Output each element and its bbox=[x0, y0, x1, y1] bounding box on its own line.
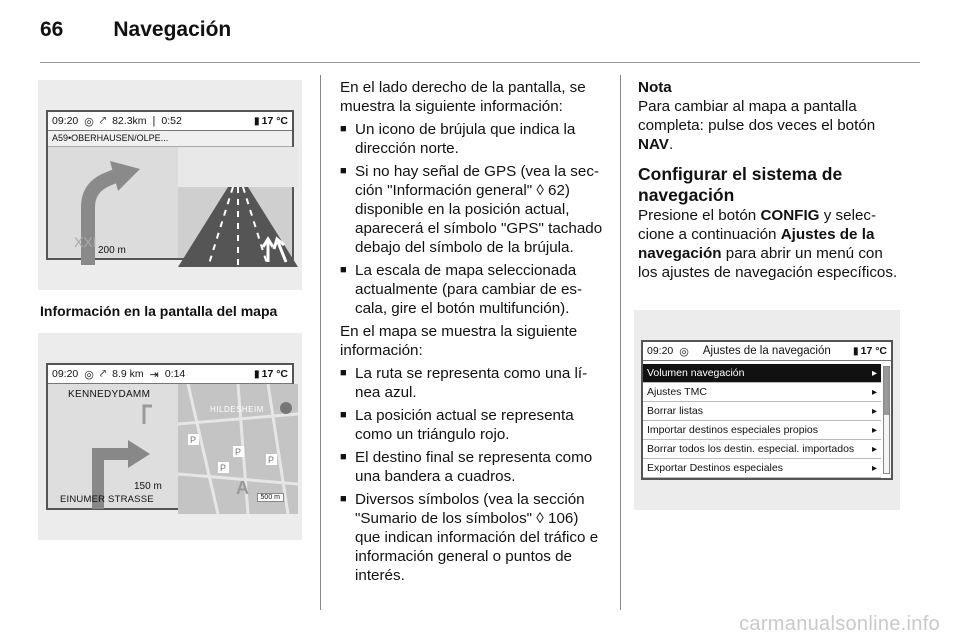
settings-menu bbox=[643, 364, 881, 478]
menu-item-label: Ajustes TMC bbox=[647, 386, 707, 398]
menu-item-label: Borrar listas bbox=[647, 405, 704, 417]
list-item: ■ Si no hay señal de GPS (vea la sección "Información general" ◊ 62) disponible en la posición actual, aparecerá el símbolo "GPS" tachado debajo del símbolo de la brújula. bbox=[340, 162, 605, 257]
menu-scrollbar[interactable] bbox=[883, 366, 890, 474]
next-turn-distance: 200 m bbox=[98, 245, 126, 256]
page-header bbox=[40, 18, 231, 42]
menu-item-label: Volumen navegación bbox=[647, 367, 745, 379]
map-scale: 500 m bbox=[257, 493, 284, 502]
config-button-label: CONFIG bbox=[760, 207, 820, 224]
list-item: ■ Un icono de brújula que indica la dirección norte. bbox=[340, 120, 605, 158]
status-bar bbox=[48, 365, 292, 384]
display-screen bbox=[46, 110, 294, 260]
route-distance-icon: ⤤ bbox=[99, 114, 107, 127]
display-screen bbox=[641, 340, 893, 480]
time-remaining-icon: | bbox=[152, 115, 156, 127]
status-bar bbox=[643, 342, 891, 361]
chevron-right-icon: ▸ bbox=[871, 405, 877, 417]
nav-button-label: NAV bbox=[638, 136, 669, 153]
paragraph: En el lado derecho de la pantalla, se muestra la siguiente información: bbox=[340, 79, 586, 115]
motorway-view-pane bbox=[178, 147, 292, 258]
next-turn-distance: 150 m bbox=[134, 481, 162, 492]
section-title: Configurar el sistema de navegación bbox=[638, 164, 843, 205]
header-rule bbox=[40, 62, 920, 63]
thermometer-icon: ▮ bbox=[253, 115, 260, 127]
figure-caption: Información en la pantalla del mapa bbox=[40, 303, 278, 319]
menu-item-label: Borrar todos los destin. especial. importados bbox=[647, 443, 855, 455]
menu-item[interactable] bbox=[643, 440, 881, 459]
temperature: ▮ 17 °C bbox=[253, 368, 288, 380]
menu-item[interactable] bbox=[643, 459, 881, 478]
column-divider bbox=[620, 75, 621, 610]
svg-text:P: P bbox=[190, 435, 197, 445]
menu-item-label: Exportar Destinos especiales bbox=[647, 462, 783, 474]
thermometer-icon: ▮ bbox=[253, 368, 260, 380]
bullet-list-map-info bbox=[340, 364, 605, 585]
list-item: ■ El destino final se representa como una bandera a cuadros. bbox=[340, 448, 605, 486]
paragraph: En el mapa se muestra la siguiente información: bbox=[340, 323, 578, 359]
chevron-right-icon: ▸ bbox=[871, 443, 877, 455]
map-pane bbox=[178, 384, 292, 508]
text-column-3 bbox=[638, 78, 900, 286]
figure-settings-menu-screen bbox=[634, 310, 900, 510]
menu-name: Ajustes de la navegación bbox=[638, 226, 875, 262]
chevron-right-icon: ▸ bbox=[871, 367, 877, 379]
menu-item[interactable] bbox=[643, 421, 881, 440]
watermark: carmanualsonline.info bbox=[739, 613, 940, 635]
list-item: ■ La posición actual se representa como un triángulo rojo. bbox=[340, 406, 605, 444]
bullet-list-screen-info bbox=[340, 120, 605, 318]
current-street: KENNEDYDAMM bbox=[68, 389, 151, 400]
svg-text:P: P bbox=[220, 463, 227, 473]
clock: 09:20 bbox=[52, 115, 79, 127]
chevron-right-icon: ▸ bbox=[871, 386, 877, 398]
figure-split-map-screen bbox=[38, 333, 302, 540]
menu-item-label: Importar destinos especiales propios bbox=[647, 424, 819, 436]
chevron-right-icon: ▸ bbox=[871, 462, 877, 474]
time-remaining: 0:52 bbox=[161, 115, 182, 127]
total-distance: 8.9 km bbox=[112, 368, 144, 380]
menu-item[interactable] bbox=[643, 383, 881, 402]
status-bar bbox=[48, 112, 292, 131]
list-item: ■ La escala de mapa seleccionada actualmente (para cambiar de escala, gire el botón multifunción). bbox=[340, 261, 605, 318]
paragraph: Presione el botón CONFIG y seleccione a continuación Ajustes de la navegación para abrir un menú con los ajustes de navegación específicos. bbox=[638, 207, 898, 281]
route-distance-icon: ⤤ bbox=[99, 367, 107, 380]
map-city-label: HILDESHEIM bbox=[210, 405, 264, 414]
compass-icon: ◎ bbox=[84, 115, 94, 128]
svg-text:P: P bbox=[268, 455, 275, 465]
menu-title: Ajustes de la navegación bbox=[702, 345, 831, 357]
menu-item[interactable] bbox=[643, 364, 881, 383]
compass-icon: ◎ bbox=[84, 368, 94, 381]
clock: 09:20 bbox=[52, 368, 79, 380]
temperature: ▮ 17 °C bbox=[253, 115, 288, 127]
note-title: Nota bbox=[638, 79, 672, 96]
scrollbar-thumb[interactable] bbox=[884, 367, 889, 415]
motorway-lanes-icon bbox=[178, 147, 298, 267]
page-number: 66 bbox=[40, 18, 64, 41]
chevron-right-icon: ▸ bbox=[871, 424, 877, 436]
total-distance: 82.3km bbox=[112, 115, 147, 127]
figure-guidance-screen bbox=[38, 80, 302, 290]
svg-text:XXI: XXI bbox=[74, 234, 97, 250]
svg-text:A: A bbox=[236, 478, 249, 498]
compass-icon: ◎ bbox=[679, 345, 689, 358]
next-street: EINUMER STRASSE bbox=[60, 494, 154, 505]
display-screen bbox=[46, 363, 294, 510]
menu-item[interactable] bbox=[643, 402, 881, 421]
current-street: A59•OBERHAUSEN/OLPE... bbox=[48, 131, 292, 147]
temperature: ▮ 17 °C bbox=[852, 345, 887, 357]
time-remaining: 0:14 bbox=[164, 368, 186, 380]
column-divider bbox=[320, 75, 321, 610]
list-item: ■ La ruta se representa como una línea azul. bbox=[340, 364, 605, 402]
page-title: Navegación bbox=[113, 18, 232, 41]
destination-flag-icon: ⇥ bbox=[149, 368, 159, 381]
clock: 09:20 bbox=[647, 345, 674, 357]
text-column-2 bbox=[340, 78, 605, 589]
thermometer-icon: ▮ bbox=[852, 345, 859, 357]
turn-arrow-pane bbox=[48, 147, 178, 258]
svg-text:P: P bbox=[235, 447, 242, 457]
list-item: ■ Diversos símbolos (vea la sección "Sumario de los símbolos" ◊ 106) que indican información del tráfico e información general o puntos de interés. bbox=[340, 490, 605, 585]
note-text: Para cambiar al mapa a pantalla completa: pulse dos veces el botón NAV. bbox=[638, 98, 876, 153]
